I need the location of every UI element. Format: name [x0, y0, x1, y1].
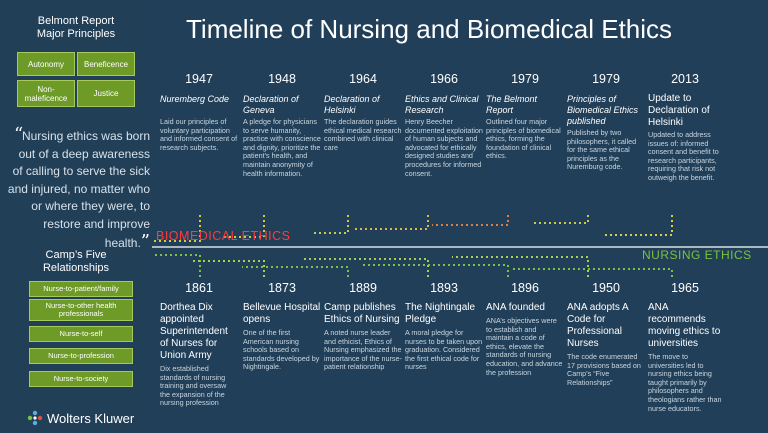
- event-description: Published by two philosophers, it called for the same ethical principles as the Nuremburg code.: [567, 128, 637, 172]
- biomedical-event: [243, 72, 321, 178]
- event-heading: Declaration of Helsinki: [324, 94, 380, 115]
- event-year: 1966: [430, 72, 458, 86]
- event-heading: Dorthea Dix appointed Superintendent of Nurses for Union Army: [160, 302, 228, 361]
- event-year: 1873: [268, 281, 296, 295]
- biomedical-event: [160, 72, 238, 152]
- event-description: One of the first American nursing schools based on standards developed by Nightingale.: [243, 328, 320, 372]
- event-year: 1964: [349, 72, 377, 86]
- logo-text: Wolters Kluwer: [47, 410, 135, 426]
- event-description: The declaration guides ethical medical research combined with clinical care: [324, 117, 402, 152]
- quote-text: Nursing ethics was born out of a deep awareness of calling to serve the sick and injured, no matter who or where they were, to restore and improve health.: [7, 129, 150, 250]
- logo-icon: [27, 410, 43, 426]
- event-heading: Bellevue Hospital opens: [243, 302, 321, 325]
- event-description: Dix established standards of nursing training and oversaw the expansion of the nursing profession: [160, 364, 227, 408]
- event-year: 2013: [671, 72, 699, 86]
- camp-title: Camp’s Five: [45, 249, 107, 261]
- event-description: ANA’s objectives were to establish and maintain a code of ethics, elevate the standards of nursing education, and advance the profession: [486, 316, 563, 377]
- biomedical-event: [648, 72, 722, 183]
- event-heading: The Belmont Report: [486, 94, 538, 115]
- event-heading: ANA recommends moving ethics to universities: [648, 302, 721, 349]
- relationship-item: Nurse-to-self: [29, 326, 133, 342]
- principle-non-maleficence: Non-maleficence: [17, 80, 75, 107]
- event-year: 1979: [511, 72, 539, 86]
- sidebar: [0, 0, 152, 433]
- biomedical-event: [324, 72, 402, 152]
- nursing-event: [486, 281, 564, 377]
- event-description: The code enumerated 17 provisions based on Camp’s “Five Relationships”: [567, 352, 641, 387]
- relationship-item: Nurse-to-patient/family: [29, 281, 133, 297]
- event-year: 1889: [349, 281, 377, 295]
- timeline-connectors: [152, 205, 768, 285]
- event-description: Outlined four major principles of biomedical ethics, forming the foundation of clinical ethics.: [486, 117, 561, 161]
- belmont-title: Belmont Report: [37, 15, 115, 27]
- event-heading: ANA founded: [486, 302, 545, 313]
- biomedical-ethics-label: BIOMEDICAL ETHICS: [156, 229, 291, 243]
- event-heading: Update to Declaration of Helsinki: [648, 93, 710, 128]
- event-description: Updated to address issues of: informed consent and benefit to research participants, requiring that risk not outweigh the benefit.: [648, 130, 719, 182]
- event-description: A noted nurse leader and ethicist, Ethics of Nursing emphasized the importance of the nurse-patient relationship: [324, 328, 402, 372]
- event-description: A pledge for physicians to serve humanity, practice with conscience and dignity, prioritize the patient’s health, and maintain anonymity of health information.: [243, 117, 321, 178]
- biomedical-event: [567, 72, 645, 172]
- page-title: Timeline of Nursing and Biomedical Ethics: [186, 14, 673, 44]
- event-description: The move to universities led to nursing ethics being taught primarily by philosophers and theologians rather than nurse educators.: [648, 352, 722, 413]
- nursing-event: [160, 281, 238, 408]
- nursing-event: [243, 281, 321, 372]
- event-heading: Declaration of Geneva: [243, 94, 299, 115]
- principle-justice: Justice: [77, 80, 135, 107]
- event-heading: Principles of Biomedical Ethics published: [567, 94, 639, 126]
- nursing-event: [567, 281, 645, 387]
- event-year: 1950: [592, 281, 620, 295]
- nursing-event: [324, 281, 402, 372]
- event-heading: Ethics and Clinical Research: [405, 94, 479, 115]
- event-heading: Nuremberg Code: [160, 94, 230, 104]
- nursing-event: [648, 281, 722, 413]
- relationship-item: Nurse-to-other health professionals: [29, 299, 133, 321]
- event-year: 1947: [185, 72, 213, 86]
- relationship-item: Nurse-to-society: [29, 371, 133, 387]
- logo: [27, 410, 134, 426]
- event-year: 1896: [511, 281, 539, 295]
- principle-autonomy: Autonomy: [17, 52, 75, 76]
- principle-beneficence: Beneficence: [77, 52, 135, 76]
- event-heading: The Nightingale Pledge: [405, 302, 476, 325]
- event-year: 1979: [592, 72, 620, 86]
- event-year: 1948: [268, 72, 296, 86]
- event-year: 1893: [430, 281, 458, 295]
- event-description: A moral pledge for nurses to be taken upon graduation. Considered the first ethical code for nurses: [405, 328, 483, 372]
- nursing-event: [405, 281, 483, 372]
- event-heading: Camp publishes Ethics of Nursing: [324, 302, 400, 325]
- event-description: Henry Beecher documented exploitation of human subjects and advocated for ethically designed studies and procedures for informed consent.: [405, 117, 483, 178]
- event-heading: ANA adopts A Code for Professional Nurses: [567, 302, 629, 349]
- nursing-dotted-connectors: [152, 255, 672, 277]
- relationship-item: Nurse-to-profession: [29, 348, 133, 364]
- camp-subtitle: Relationships: [42, 262, 110, 274]
- nursing-ethics-label: NURSING ETHICS: [642, 248, 752, 262]
- biomedical-event: [405, 72, 483, 178]
- quote: “ Nursing ethics was born out of a deep awareness of calling to serve the sick and injured, no matter who or where they were, to restore and improve health.”: [7, 124, 150, 252]
- event-year: 1861: [185, 281, 213, 295]
- event-description: Laid our principles of voluntary participation and informed consent of research subjects.: [160, 117, 238, 152]
- belmont-subtitle: Major Principles: [36, 28, 116, 40]
- event-year: 1965: [671, 281, 699, 295]
- biomedical-event: [486, 72, 564, 161]
